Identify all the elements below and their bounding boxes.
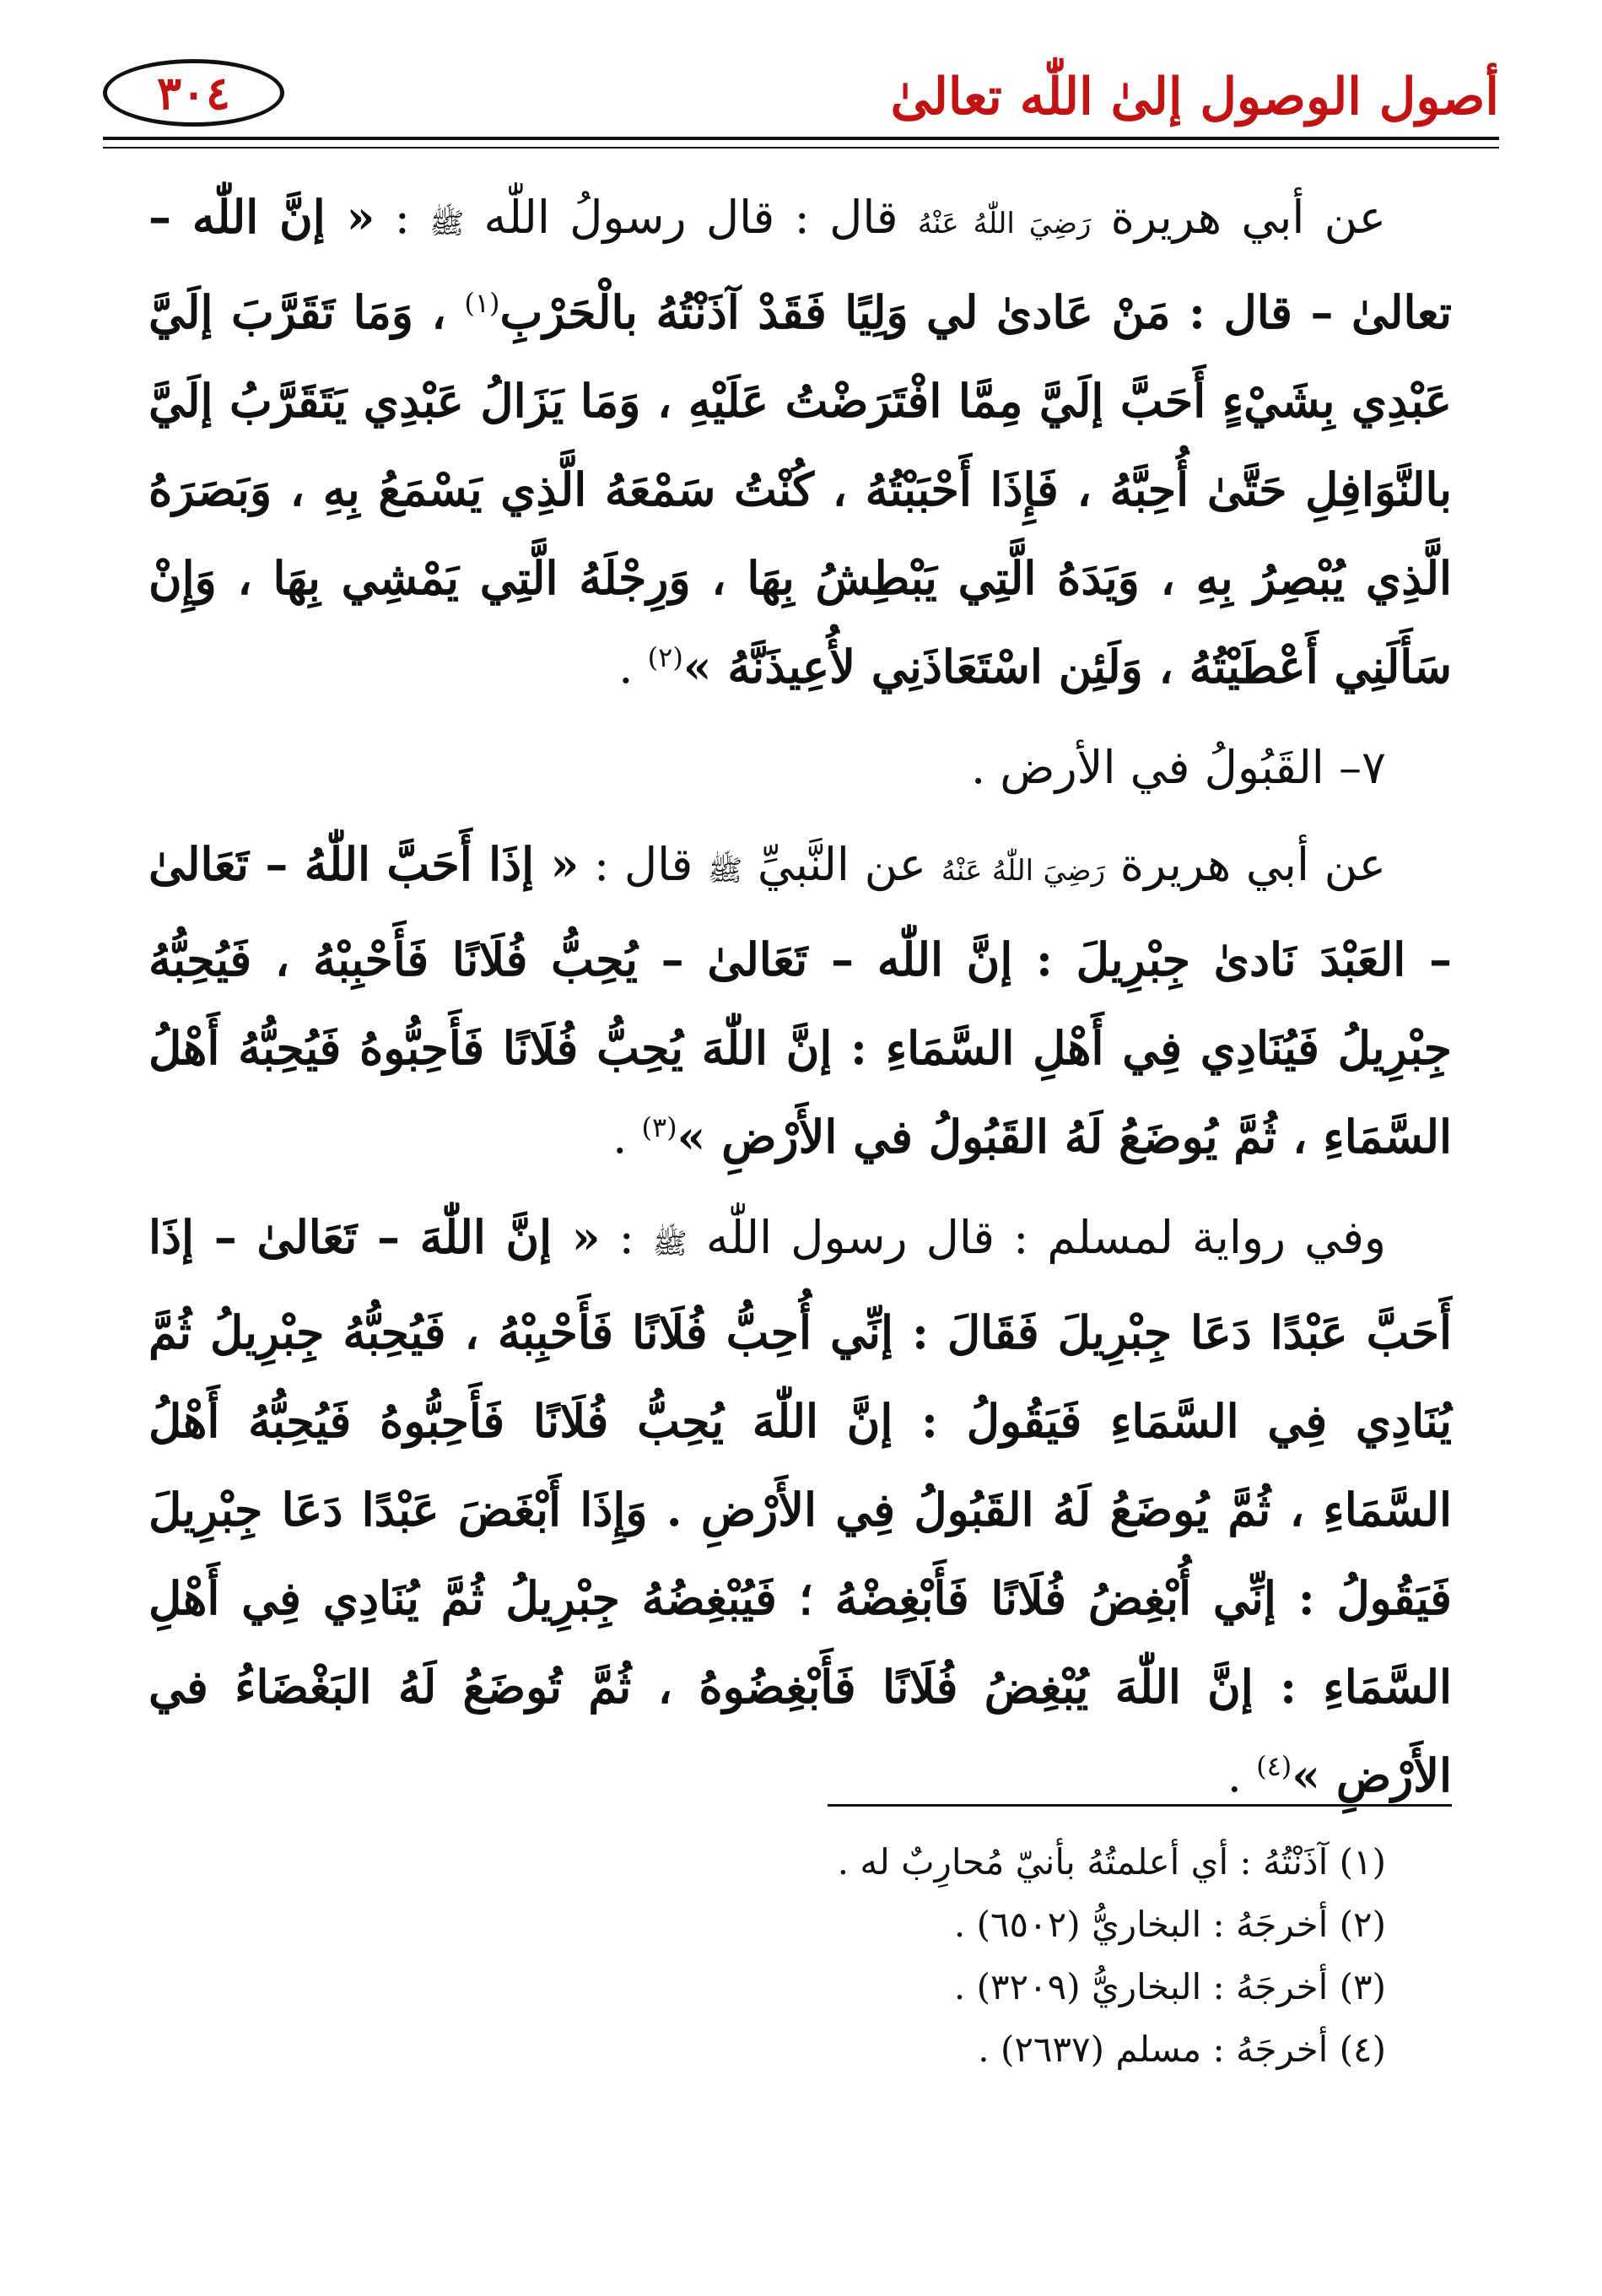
hadith-2-mid-2: قال : [579,838,709,891]
honorific-1: رَضِيَ اللّٰهُ عَنْهُ [917,207,1092,240]
honorific-5: ﷺ [652,1227,688,1261]
footnote-2: (٢) أخرجَهُ : البخاريُّ (٦٥٠٢) . [953,1904,1386,1945]
hadith-1-text-b: ، وَمَا تَقَرَّبَ إلَيَّ عَبْدِي بِشَيْءٍ أَحَبَّ إلَيَّ مِمَّا افْتَرَضْتُ عَلَيْهِ ، وَمَا يَزَالُ عَبْدِي يَتَقَرَّبُ إلَيَّ بالنَّوَافِلِ حَتَّىٰ أُحِبَّهُ ، فَإِذَا أَحْبَبْتُهُ ، كُنْتُ سَمْعَهُ الَّذِي يَسْمَعُ بِهِ ، وَبَصَرَهُ الَّذِي يُبْصِرُ بِهِ ، وَيَدَهُ الَّتِي يَبْطِشُ بِهَا ، وَرِجْلَهُ الَّتِي يَمْشِي بِهَا ، وَإِنْ سَأَلَنِي أَعْطَيْتُهُ ، وَلَئِن اسْتَعَاذَنِي لأُعِيذَنَّهُ » [148,285,1452,694]
header-rule-thick [103,137,1499,140]
footnote-1: (١) آذَنْتُهُ : أي أعلمتُهُ بأنيّ مُحارِبٌ له . [837,1841,1386,1883]
hadith-3-end: . [1227,1749,1257,1802]
hadith-3-text: « إنَّ اللّٰهَ – تَعَالىٰ – إذَا أَحَبَّ عَبْدًا دَعَا جِبْرِيلَ فَقَالَ : إنِّي أُحِبُّ فُلَانًا فَأَحْبِبْهُ ، فَيُحِبُّهُ جِبْرِيلُ ثُمَّ يُنَادِي فِي السَّمَاءِ فَيَقُولُ : إنَّ اللّٰهَ يُحِبُّ فُلَانًا فَأَحِبُّوهُ فَيُحِبُّهُ أَهْلُ السَّمَاءِ ، ثُمَّ يُوضَعُ لَهُ القَبُولُ فِي الأَرْضِ . وَإِذَا أَبْغَضَ عَبْدًا دَعَا جِبْرِيلَ فَيَقُولُ : إنِّي أُبْغِضُ فُلَانًا فَأَبْغِضْهُ ؛ فَيُبْغِضُهُ جِبْرِيلُ ثُمَّ يُنَادِي فِي أَهْلِ السَّمَاءِ : إنَّ اللّٰهَ يُبْغِضُ فُلَانًا فَأَبْغِضُوهُ ، ثُمَّ تُوضَعُ لَهُ البَغْضَاءُ في الأَرْضِ » [148,1210,1452,1802]
honorific-2: ﷺ [429,207,465,240]
footnotes-list [148,1831,1452,2081]
hadith-2-end: . [612,1110,642,1164]
hadith-paragraph-3 [148,1193,1452,1820]
hadith-2-mid: عن النَّبيِّ [742,838,941,891]
footnote-4: (٤) أخرجَهُ : مسلم (٢٦٣٧) . [978,2029,1386,2070]
hadith-1-intro: عن أبي هريرة [1091,191,1386,244]
footnote-ref-4: (٤) [1256,1750,1292,1782]
footnote-ref-1: (١) [464,287,500,319]
hadith-2-text: « إذَا أَحَبَّ اللّٰهُ – تَعَالىٰ – العَبْدَ نَادىٰ جِبْرِيلَ : إنَّ اللّٰه – تَعَالىٰ – يُحِبُّ فُلَانًا فَأَحْبِبْهُ ، فَيُحِبُّهُ جِبْرِيلُ فَيُنَادِي فِي أَهْلِ السَّمَاءِ : إنَّ اللّٰهَ يُحِبُّ فُلَانًا فَأَحِبُّوهُ فَيُحِبُّهُ أَهْلُ السَّمَاءِ ، ثُمَّ يُوضَعُ لَهُ القَبُولُ في الأَرْضِ » [148,837,1452,1164]
hadith-paragraph-1 [148,173,1452,711]
hadith-paragraph-2 [148,820,1452,1181]
footnote-ref-3: (٣) [641,1111,677,1143]
honorific-4: ﷺ [708,854,743,888]
hadith-3-intro: وفي رواية لمسلم : قال رسول اللّٰه [687,1211,1386,1264]
page-number-badge: ٣٠٤ [103,59,284,127]
section-heading-7: ٧– القَبُولُ في الأرض . [970,741,1386,794]
footnote-3: (٣) أخرجَهُ : البخاريُّ (٣٢٠٩) . [953,1966,1386,2007]
hadith-3-colon: : [600,1211,653,1264]
page-header [0,51,1602,143]
hadith-1-colon: : [375,191,430,244]
footnote-ref-2: (٢) [647,641,683,673]
header-rule-thin [103,147,1499,149]
hadith-1-end: . [618,640,648,694]
hadith-1-text-a: « إنَّ اللّٰه – تعالىٰ – قال : مَنْ عَادىٰ لي وَلِيًا فَقَدْ آذَنْتُهُ بالْحَرْبِ [148,190,1452,339]
main-text [148,173,1452,1820]
hadith-2-intro: عن أبي هريرة [1105,838,1386,891]
running-title: أصول الوصول إلىٰ اللّٰه تعالىٰ [890,68,1499,127]
honorific-3: رَضِيَ اللّٰهُ عَنْهُ [941,854,1106,888]
hadith-1-mid: قال : قال رسولُ اللّٰه [464,191,918,244]
footnote-separator [828,1804,1452,1807]
